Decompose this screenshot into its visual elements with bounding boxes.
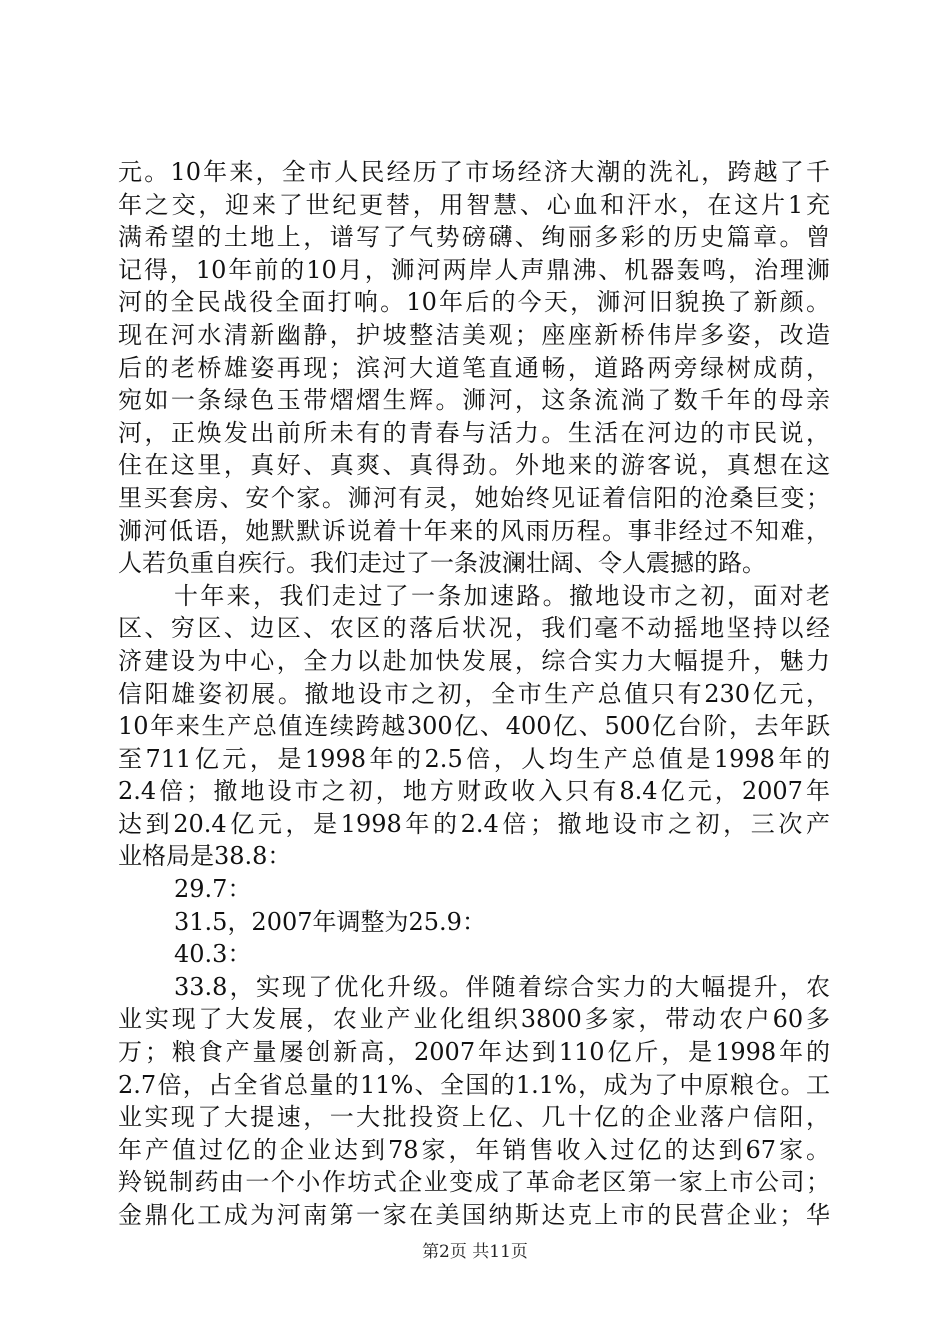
text-line: 2.7倍，占全省总量的11%、全国的1.1%，成为了中原粮仓。工 — [118, 1070, 830, 1099]
text-line: 后的老桥雄姿再现；滨河大道笔直通畅，道路两旁绿树成荫， — [118, 353, 830, 382]
document-body — [118, 156, 830, 1232]
text-line: 2.4倍；撤地设市之初，地方财政收入只有8.4亿元，2007年 — [118, 777, 830, 806]
text-line: 羚锐制药由一个小作坊式企业变成了革命老区第一家上市公司； — [118, 1168, 830, 1197]
text-line: 年之交，迎来了世纪更替，用智慧、心血和汗水，在这片1充 — [118, 190, 830, 219]
text-line: 河，正焕发出前所未有的青春与活力。生活在河边的市民说， — [118, 418, 830, 447]
text-line: 达到20.4亿元，是1998年的2.4倍；撤地设市之初，三次产 — [118, 809, 830, 838]
text-line: 人若负重自疾行。我们走过了一条波澜壮阔、令人震撼的路。 — [118, 549, 766, 578]
text-line: 元。10年来，全市人民经历了市场经济大潮的洗礼，跨越了千 — [118, 158, 830, 186]
text-line: 浉河低语，她默默诉说着十年来的风雨历程。事非经过不知难， — [118, 516, 830, 545]
paragraph-first-line: 31.5，2007年调整为25.9： — [174, 907, 486, 936]
text-line: 住在这里，真好、真爽、真得劲。外地来的游客说，真想在这 — [118, 451, 830, 480]
page-number: 第2页 共11页 — [422, 1242, 528, 1262]
text-line: 业实现了大发展，农业产业化组织3800多家，带动农户60多 — [118, 1005, 830, 1034]
paragraph-first-line: 33.8，实现了优化升级。伴随着综合实力的大幅提升，农 — [174, 972, 830, 1001]
text-line: 记得，10年前的10月，浉河两岸人声鼎沸、机器轰鸣，治理浉 — [118, 255, 830, 284]
paragraph-first-line: 40.3： — [174, 940, 252, 969]
text-line: 至711亿元，是1998年的2.5倍，人均生产总值是1998年的 — [118, 744, 830, 773]
text-line: 10年来生产总值连续跨越300亿、400亿、500亿台阶，去年跃 — [118, 712, 830, 741]
text-line: 济建设为中心，全力以赴加快发展，综合实力大幅提升，魅力 — [118, 646, 830, 675]
text-line: 业格局是38.8： — [118, 842, 292, 871]
text-line: 信阳雄姿初展。撤地设市之初，全市生产总值只有230亿元， — [118, 679, 830, 708]
text-line: 区、穷区、边区、农区的落后状况，我们毫不动摇地坚持以经 — [118, 614, 830, 643]
text-line: 里买套房、安个家。浉河有灵，她始终见证着信阳的沧桑巨变； — [118, 483, 830, 512]
text-line: 河的全民战役全面打响。10年后的今天，浉河旧貌换了新颜。 — [118, 288, 830, 317]
paragraph-first-line: 十年来，我们走过了一条加速路。撤地设市之初，面对老 — [174, 581, 830, 610]
paragraph-first-line: 29.7： — [174, 875, 252, 904]
text-line: 现在河水清新幽静，护坡整洁美观；座座新桥伟岸多姿，改造 — [118, 320, 830, 349]
text-line: 金鼎化工成为河南第一家在美国纳斯达克上市的民营企业；华 — [118, 1201, 830, 1229]
text-line: 宛如一条绿色玉带熠熠生辉。浉河，这条流淌了数千年的母亲 — [118, 386, 830, 415]
text-line: 业实现了大提速，一大批投资上亿、几十亿的企业落户信阳， — [118, 1103, 830, 1132]
text-line: 年产值过亿的企业达到78家，年销售收入过亿的达到67家。 — [118, 1135, 830, 1164]
text-line: 万；粮食产量屡创新高，2007年达到110亿斤，是1998年的 — [118, 1038, 830, 1067]
text-line: 满希望的土地上，谱写了气势磅礴、绚丽多彩的历史篇章。曾 — [118, 223, 830, 252]
